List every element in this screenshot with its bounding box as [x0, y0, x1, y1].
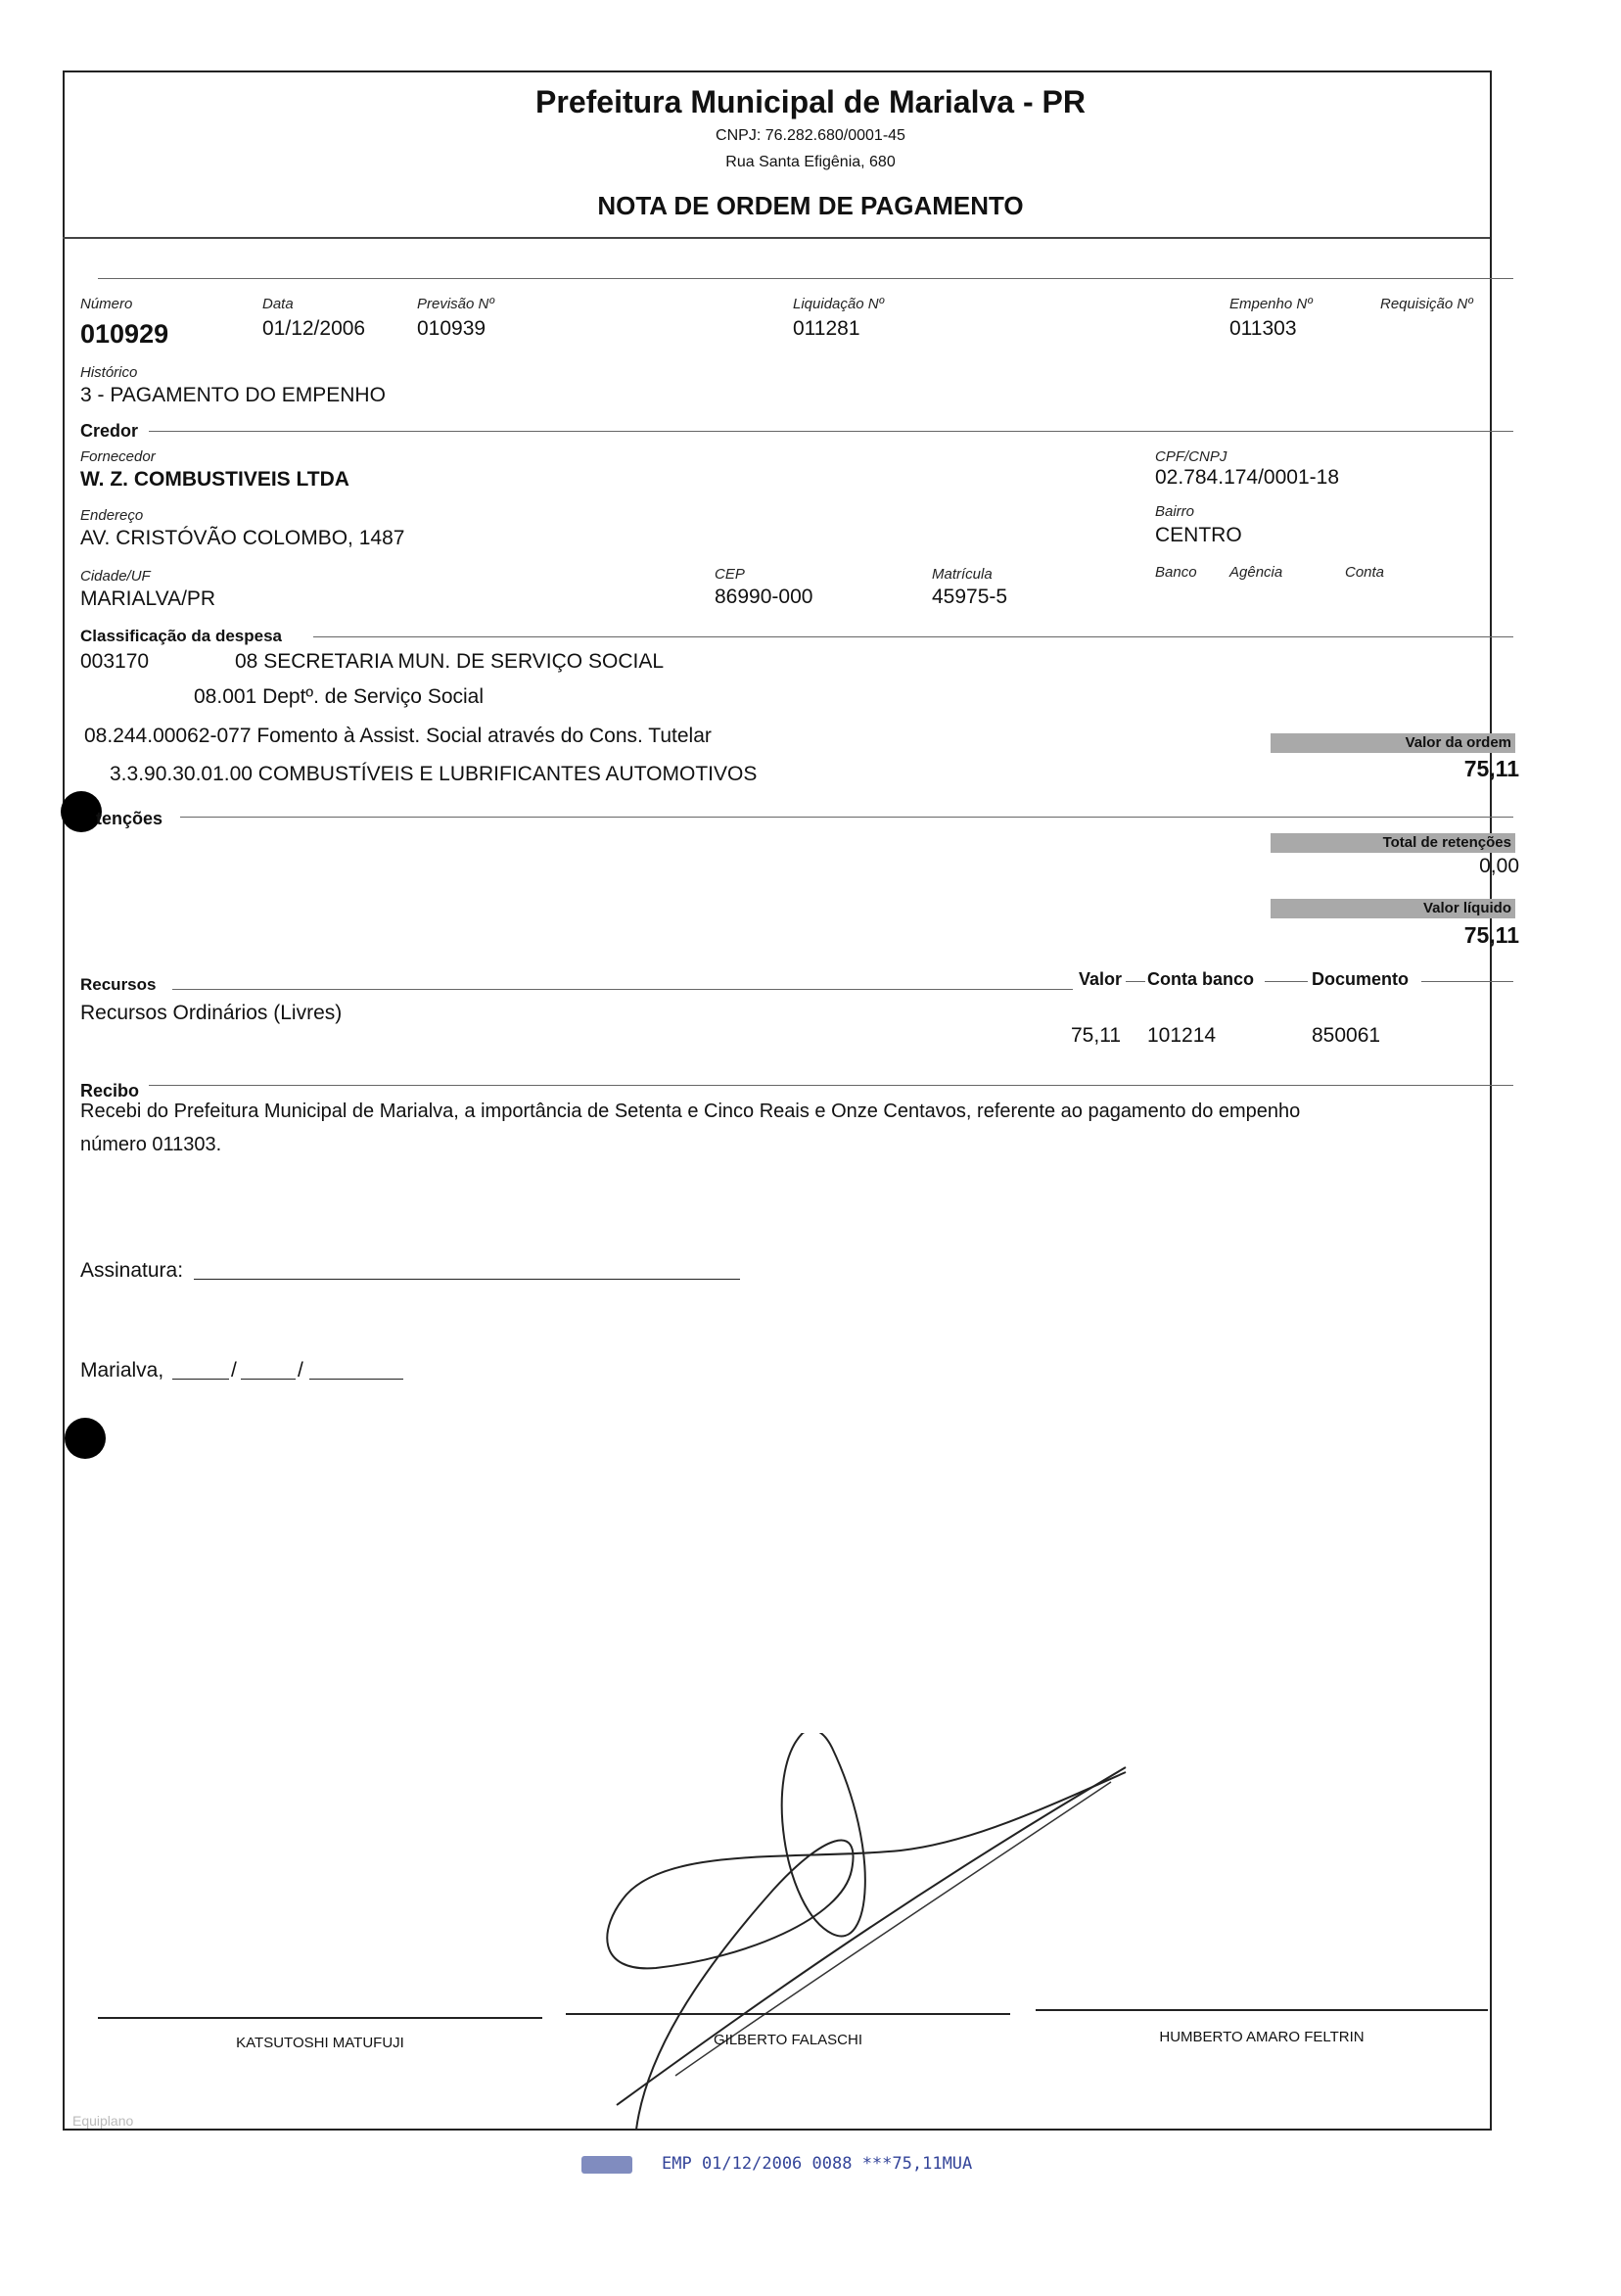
local-label: Marialva, [80, 1359, 164, 1382]
valor-ordem-label: Valor da ordem [1271, 733, 1515, 753]
data-label: Data [262, 296, 294, 312]
cep-value: 86990-000 [715, 586, 813, 608]
classificacao-programa: 08.244.00062-077 Fomento à Assist. Social através do Cons. Tutelar [84, 725, 712, 747]
valor-liquido-value: 75,11 [1463, 922, 1519, 948]
matricula-label: Matrícula [932, 566, 993, 583]
signatory-2: GILBERTO FALASCHI [714, 2032, 862, 2048]
classificacao-code: 003170 [80, 650, 150, 673]
system-label: Equiplano [72, 2113, 134, 2129]
signature-line-2 [566, 2013, 1010, 2015]
credor-divider [149, 431, 1513, 432]
classificacao-departamento: 08.001 Deptº. de Serviço Social [194, 685, 485, 708]
header-address: Rua Santa Efigênia, 680 [725, 154, 896, 170]
endereco-label: Endereço [80, 507, 144, 524]
cidade-value: MARIALVA/PR [80, 587, 216, 610]
header-divider [63, 237, 1490, 239]
recursos-item: Recursos Ordinários (Livres) [80, 1002, 343, 1024]
cpf-value: 02.784.174/0001-18 [1155, 466, 1340, 489]
cpf-label: CPF/CNPJ [1155, 448, 1227, 465]
date-year-line [309, 1379, 403, 1380]
bairro-label: Bairro [1155, 503, 1195, 520]
signatory-1: KATSUTOSHI MATUFUJI [236, 2035, 404, 2051]
credor-section-label: Credor [80, 421, 139, 441]
handwritten-signature-icon [578, 1733, 1145, 2144]
total-retencoes-value: 0,00 [1479, 855, 1519, 877]
document-title: NOTA DE ORDEM DE PAGAMENTO [597, 191, 1024, 220]
historico-value: 3 - PAGAMENTO DO EMPENHO [80, 384, 386, 406]
recursos-header-divider-2 [1265, 981, 1308, 982]
previsao-value: 010939 [417, 317, 486, 340]
recibo-divider [149, 1085, 1513, 1086]
fornecedor-value: W. Z. COMBUSTIVEIS LTDA [80, 468, 349, 491]
historico-label: Histórico [80, 364, 138, 381]
total-retencoes-label: Total de retenções [1271, 833, 1515, 853]
recibo-section-label: Recibo [80, 1081, 140, 1101]
data-value: 01/12/2006 [262, 317, 366, 340]
previsao-label: Previsão Nº [417, 296, 494, 312]
requisicao-label: Requisição Nº [1380, 296, 1473, 312]
info-divider [98, 278, 1513, 279]
recursos-conta: 101214 [1147, 1024, 1217, 1047]
cep-label: CEP [715, 566, 745, 583]
liquidacao-value: 011281 [793, 317, 860, 340]
recursos-valor: 75,11 [1071, 1024, 1121, 1047]
header-cnpj: CNPJ: 76.282.680/0001-45 [716, 127, 905, 144]
signatory-3: HUMBERTO AMARO FELTRIN [1159, 2029, 1365, 2045]
classificacao-section-label: Classificação da despesa [80, 627, 283, 645]
date-separator-1: / [231, 1359, 237, 1382]
date-month-line [241, 1379, 296, 1380]
punch-hole-icon-2 [65, 1418, 106, 1459]
banco-label: Banco [1155, 564, 1197, 581]
cidade-label: Cidade/UF [80, 568, 151, 585]
assinatura-label: Assinatura: [80, 1259, 184, 1282]
numero-value: 010929 [80, 319, 169, 349]
recibo-text-line1: Recebi do Prefeitura Municipal de Marialva, a importância de Setenta e Cinco Reais e Onze Centavos, referente ao pagamento do empenho [80, 1101, 1301, 1122]
recursos-divider [172, 989, 1073, 990]
empenho-value: 011303 [1229, 317, 1297, 340]
conta-label: Conta [1345, 564, 1385, 581]
recursos-conta-header: Conta banco [1147, 969, 1255, 989]
retencoes-divider [180, 817, 1513, 818]
stamp-logo-icon [581, 2156, 632, 2174]
bairro-value: CENTRO [1155, 524, 1242, 546]
endereco-value: AV. CRISTÓVÃO COLOMBO, 1487 [80, 527, 405, 549]
date-day-line [172, 1379, 229, 1380]
classificacao-divider [313, 636, 1513, 637]
recursos-documento: 850061 [1312, 1024, 1381, 1047]
retencoes-section-label: tenções [96, 809, 163, 828]
empenho-label: Empenho Nº [1229, 296, 1313, 312]
date-separator-2: / [298, 1359, 303, 1382]
header-title: Prefeitura Municipal de Marialva - PR [535, 84, 1086, 119]
recursos-documento-header: Documento [1312, 969, 1409, 989]
valor-liquido-label: Valor líquido [1271, 899, 1515, 918]
matricula-value: 45975-5 [932, 586, 1008, 608]
signature-line-1 [98, 2017, 542, 2019]
recursos-header-divider-3 [1421, 981, 1513, 982]
assinatura-line [194, 1279, 740, 1280]
fornecedor-label: Fornecedor [80, 448, 156, 465]
valor-ordem-value: 75,11 [1463, 756, 1519, 781]
classificacao-secretaria: 08 SECRETARIA MUN. DE SERVIÇO SOCIAL [235, 650, 665, 673]
recursos-valor-header: Valor [1079, 969, 1123, 989]
recibo-text-line2: número 011303. [80, 1134, 222, 1155]
agencia-label: Agência [1229, 564, 1283, 581]
numero-label: Número [80, 296, 133, 312]
recursos-header-divider [1126, 981, 1145, 982]
signature-line-3 [1036, 2009, 1488, 2011]
liquidacao-label: Liquidação Nº [793, 296, 885, 312]
classificacao-elemento: 3.3.90.30.01.00 COMBUSTÍVEIS E LUBRIFICANTES AUTOMOTIVOS [110, 763, 758, 785]
recursos-section-label: Recursos [80, 975, 157, 994]
payment-stamp: EMP 01/12/2006 0088 ***75,11MUA [662, 2154, 973, 2174]
